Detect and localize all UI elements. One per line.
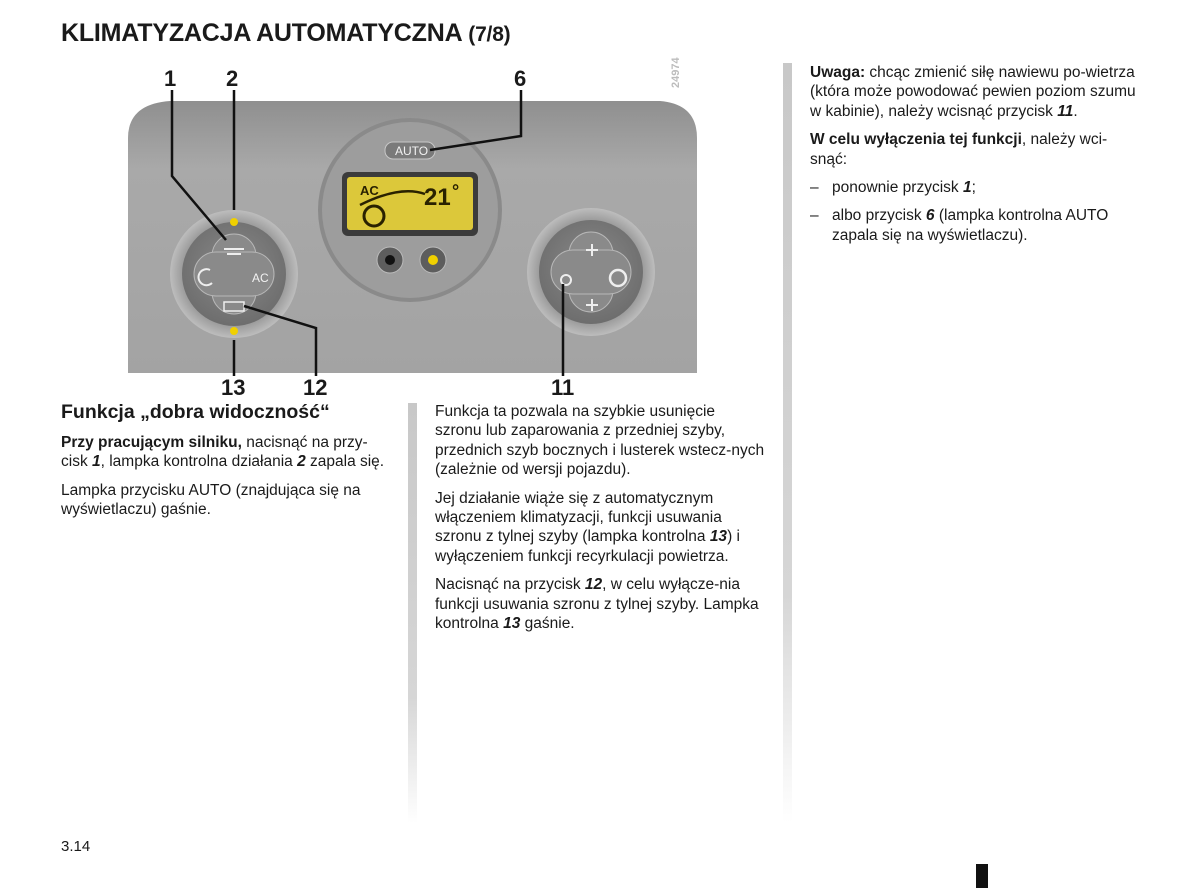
middle-paragraph-2 [435,489,765,567]
lcd-degree: ° [452,181,460,201]
recirculation-indicator [385,255,395,265]
callout-1: 1 [164,66,177,91]
lcd-ac-text: AC [360,183,379,198]
list-item-num: 1 [962,179,972,197]
lcd-temperature: 21 [424,184,451,211]
right-p1-bold: Uwaga: [810,64,866,81]
page-edge-marker [976,864,988,888]
middle-p2-text-b: ) i wyłączeniem funkcji recyrkulacji powietrza. [435,528,740,565]
callout-13: 13 [221,375,246,400]
right-p1-text-b: . [1073,102,1078,120]
middle-p3-text-c: gaśnie. [520,615,575,633]
list-item [810,178,1140,197]
right-p1-num: 11 [1057,102,1074,120]
page-title-text: KLIMATYZACJA AUTOMATYCZNA [61,19,462,47]
left-p1-text-a: nacisnąć na przy-cisk [61,434,368,471]
list-item-num: 6 [925,207,935,225]
left-paragraph-1 [61,433,391,472]
middle-p3-text-b: , w celu wyłącze-nia funkcji usuwania szronu z tylnej szyby. Lampka kontrolna [435,576,759,633]
middle-p3-text-a: Nacisnąć na przycisk [435,576,585,594]
page-number: 3.14 [61,838,91,855]
figure-code: 24974 [670,57,682,88]
right-p2-bold: W celu wyłączenia tej funkcji [810,131,1022,149]
middle-p3-num-1: 12 [584,576,603,594]
list-item [810,206,1140,245]
left-p1-num-1: 1 [92,453,101,471]
ac-label: AC [252,271,269,285]
callout-11: 11 [551,375,575,400]
list-dash: – [810,179,819,197]
right-paragraph-1 [810,63,1140,121]
left-p1-bold: Przy pracującym silniku, [61,434,242,451]
middle-paragraph-1: Funkcja ta pozwala na szybkie usunięcie szronu lub zaparowania z przedniej szyby, przednich szyb bocznych i lusterek wstecz-nych (zależnie od wersji pojazdu). [435,403,765,479]
middle-p3-num-2: 13 [503,615,521,633]
list-item-text-b: ; [971,179,976,197]
page-title-part: (7/8) [468,23,511,46]
list-item-text-a: albo przycisk [832,207,926,225]
middle-p2-num: 13 [709,528,728,546]
left-p1-num-2: 2 [297,453,306,471]
list-item-text-b: (lampka kontrolna AUTO zapala się na wyświetlaczu). [832,207,1109,244]
middle-column [435,402,765,642]
column-separator-right [783,63,792,823]
fan-indicator [428,255,438,265]
callout-12: 12 [303,375,328,400]
list-dash: – [810,207,819,225]
indicator-2 [230,218,238,226]
right-p2-text-a: , należy wci-snąć: [810,131,1108,168]
section-heading: Funkcja „dobra widoczność“ [61,401,330,423]
indicator-13 [230,327,238,335]
middle-p2-text-a: Jej działanie wiąże się z automatycznym włączeniem klimatyzacji, funkcji usuwania szronu z tylnej szyby (lampka kontrolna [435,489,722,546]
list-item-text-a: ponownie przycisk [832,179,963,197]
left-paragraph-2: Lampka przycisku AUTO (znajdująca się na wyświetlaczu) gaśnie. [61,481,361,519]
left-p1-text-c: zapala się. [305,453,385,471]
middle-paragraph-3 [435,575,765,633]
right-p1-text-a: chcąc zmienić siłę nawiewu po-wietrza (która może powodować pewien poziom szumu w kabinie), należy wcisnąć przycisk [810,64,1136,120]
right-paragraph-2 [810,130,1140,169]
right-column [810,63,1140,254]
auto-label: AUTO [395,144,429,158]
callout-2: 2 [226,66,239,91]
column-separator-left [408,403,417,823]
callout-6: 6 [514,66,527,91]
left-p1-text-b: , lampka kontrolna działania [100,453,298,471]
left-column [61,401,391,529]
